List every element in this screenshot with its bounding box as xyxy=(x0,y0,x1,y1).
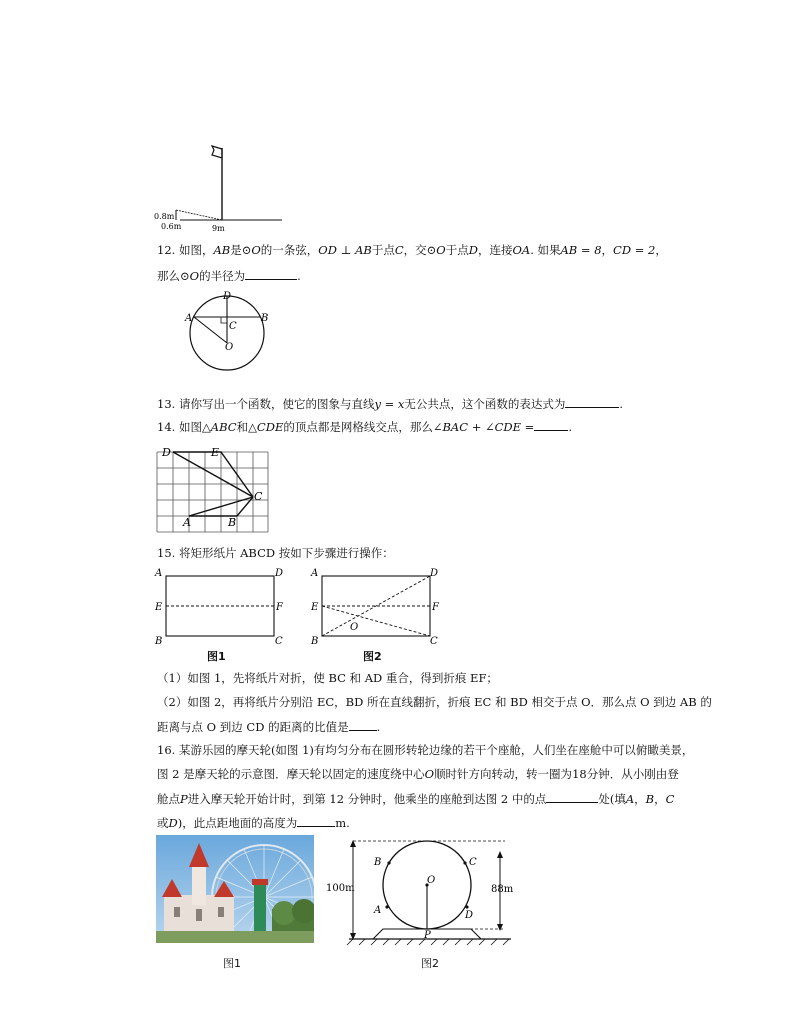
fig2-label-A: A xyxy=(311,568,319,579)
fig2-label-B: B xyxy=(311,636,319,647)
ferris-wheel-diagram xyxy=(325,835,515,947)
q13-line: 13. 请你写出一个函数，使它的图象与直线y = x无公共点，这个函数的表达式为 . xyxy=(157,397,624,411)
wheel-label-D: D xyxy=(465,910,474,921)
fig2-label-F: F xyxy=(432,602,439,613)
wheel-label-A: A xyxy=(374,905,382,916)
wheel-label-B: B xyxy=(374,857,382,868)
q12-label-B: B xyxy=(261,313,269,324)
q16-line2: 图 2 是摩天轮的示意图．摩天轮以固定的速度绕中心O顺时针方向转动，转一圈为18分钟．从小刚由登 xyxy=(157,767,679,781)
q14-line: 14. 如图△ABC和△CDE的顶点都是网格线交点，那么∠BAC + ∠CDE = . xyxy=(157,420,572,434)
q12-line2: 那么⊙O的半径为 . xyxy=(157,269,301,283)
q16-fig1-caption: 图1 xyxy=(223,957,241,970)
q12-label-D: D xyxy=(223,291,232,302)
q15-answer-blank[interactable] xyxy=(349,718,377,731)
q14-answer-blank[interactable] xyxy=(534,418,568,431)
fig1-label-D: D xyxy=(275,568,284,579)
q15-fig1-caption: 图1 xyxy=(207,650,226,663)
q14-grid-figure xyxy=(152,440,277,540)
q14-label-E: E xyxy=(211,446,220,459)
label-88m: 88m xyxy=(491,884,514,895)
q16-fig2-caption: 图2 xyxy=(421,957,439,970)
fig1-label-C: C xyxy=(275,636,283,647)
q15-step2-cont: 距离与点 O 到边 CD 的距离的比值是 . xyxy=(157,720,381,734)
flagpole-figure xyxy=(150,140,290,235)
q12-label-O: O xyxy=(225,342,234,353)
wheel-label-C: C xyxy=(469,857,477,868)
fig1-label-A: A xyxy=(155,568,163,579)
q12-circle-figure xyxy=(180,288,280,383)
fig2-label-E: E xyxy=(311,602,319,613)
q16-line4: 或D)，此点距地面的高度为 m. xyxy=(157,816,350,830)
wheel-label-O: O xyxy=(427,875,436,886)
q14-label-C: C xyxy=(254,490,263,503)
label-100m: 100m xyxy=(326,883,355,894)
fig1-label-B: B xyxy=(155,636,163,647)
q16-line3: 舱点P进入摩天轮开始计时，到第 12 分钟时，他乘坐的座舱到达图 2 中的点 处(填A，B，C xyxy=(157,792,675,806)
q15-step2: （2）如图 2，再将纸片分别沿 EC，BD 所在直线翻折，折痕 EC 和 BD 相交于点 O．那么点 O 到边 AB 的 xyxy=(157,695,712,709)
q15-intro: 15. 将矩形纸片 ABCD 按如下步骤进行操作： xyxy=(157,546,394,560)
q14-label-A: A xyxy=(183,516,191,529)
q15-fig2-caption: 图2 xyxy=(363,650,382,663)
fig2-label-O: O xyxy=(350,622,359,633)
label-08m: 0.8m xyxy=(154,212,175,221)
q14-label-D: D xyxy=(162,446,171,459)
fig1-label-E: E xyxy=(155,602,163,613)
q16-point-blank[interactable] xyxy=(546,790,598,803)
fig2-label-D: D xyxy=(430,568,439,579)
q16-line1: 16. 某游乐园的摩天轮(如图 1)有均匀分布在圆形转轮边缘的若干个座舱，人们坐在座舱中可以俯瞰美景， xyxy=(157,743,694,757)
ferris-wheel-photo xyxy=(156,835,314,943)
q14-label-B: B xyxy=(228,516,237,529)
q15-step1: （1）如图 1，先将纸片对折，使 BC 和 AD 重合，得到折痕 EF； xyxy=(157,671,498,685)
fig2-label-C: C xyxy=(430,636,438,647)
wheel-label-P: P xyxy=(424,930,431,941)
q12-label-A: A xyxy=(185,313,193,324)
q16-height-blank[interactable] xyxy=(297,814,335,827)
label-06m: 0.6m xyxy=(161,222,182,231)
fig1-label-F: F xyxy=(276,602,283,613)
q12-answer-blank[interactable] xyxy=(245,267,297,280)
q13-answer-blank[interactable] xyxy=(565,395,619,408)
q12-line1: 12. 如图，AB是⊙O的一条弦，OD ⊥ AB于点C，交⊙O于点D，连接OA. 如果AB = 8，CD = 2， xyxy=(157,243,667,257)
q12-label-C: C xyxy=(229,321,237,332)
label-9m: 9m xyxy=(212,224,225,233)
